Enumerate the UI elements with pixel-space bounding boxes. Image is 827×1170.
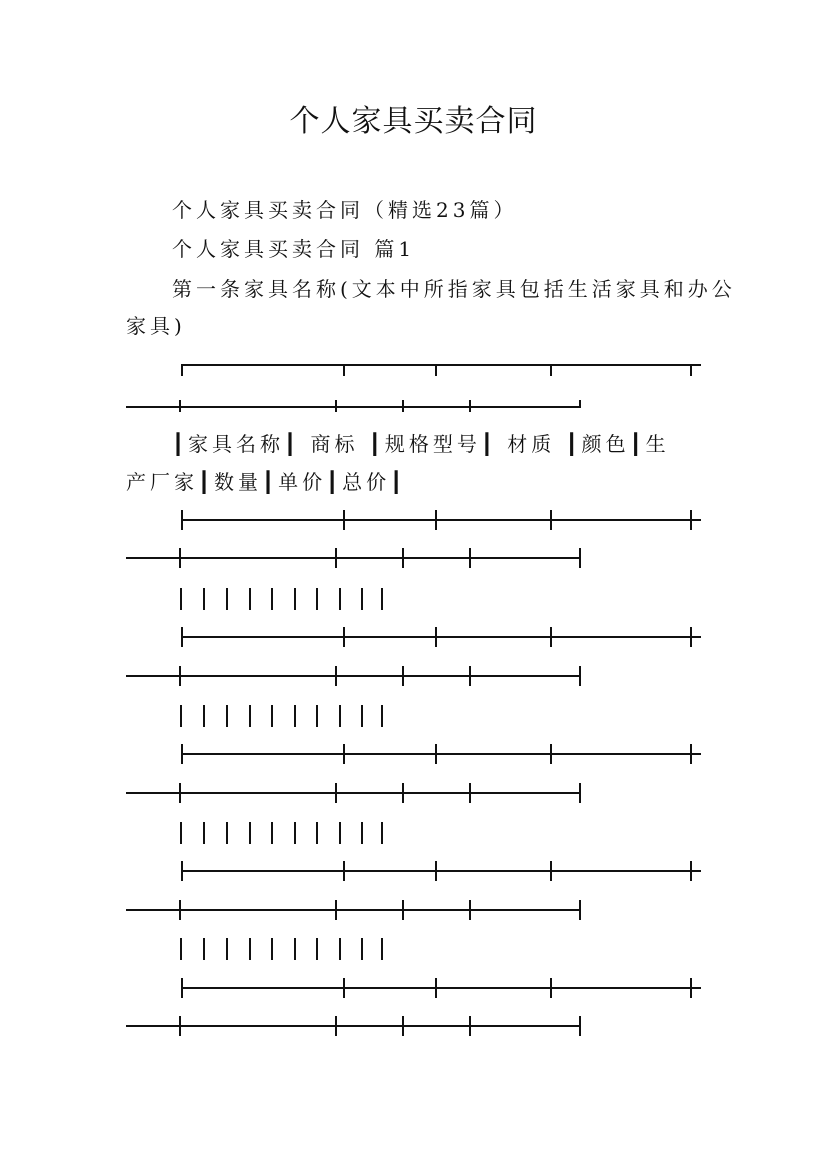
article-1-line-2: 家具): [126, 314, 186, 338]
article-1-line-1: 第一条家具名称(文本中所指家具包括生活家具和办公: [172, 277, 736, 301]
table-header-line-1: ┃家具名称┃ 商标 ┃规格型号┃ 材质 ┃颜色┃生: [172, 432, 670, 456]
document-title: 个人家具买卖合同: [289, 104, 538, 139]
document-subtitle: 个人家具买卖合同（精选23篇）: [172, 198, 518, 222]
table-header-line-2: 产厂家┃数量┃单价┃总价┃: [126, 470, 407, 494]
section-heading: 个人家具买卖合同 篇1: [172, 237, 416, 261]
